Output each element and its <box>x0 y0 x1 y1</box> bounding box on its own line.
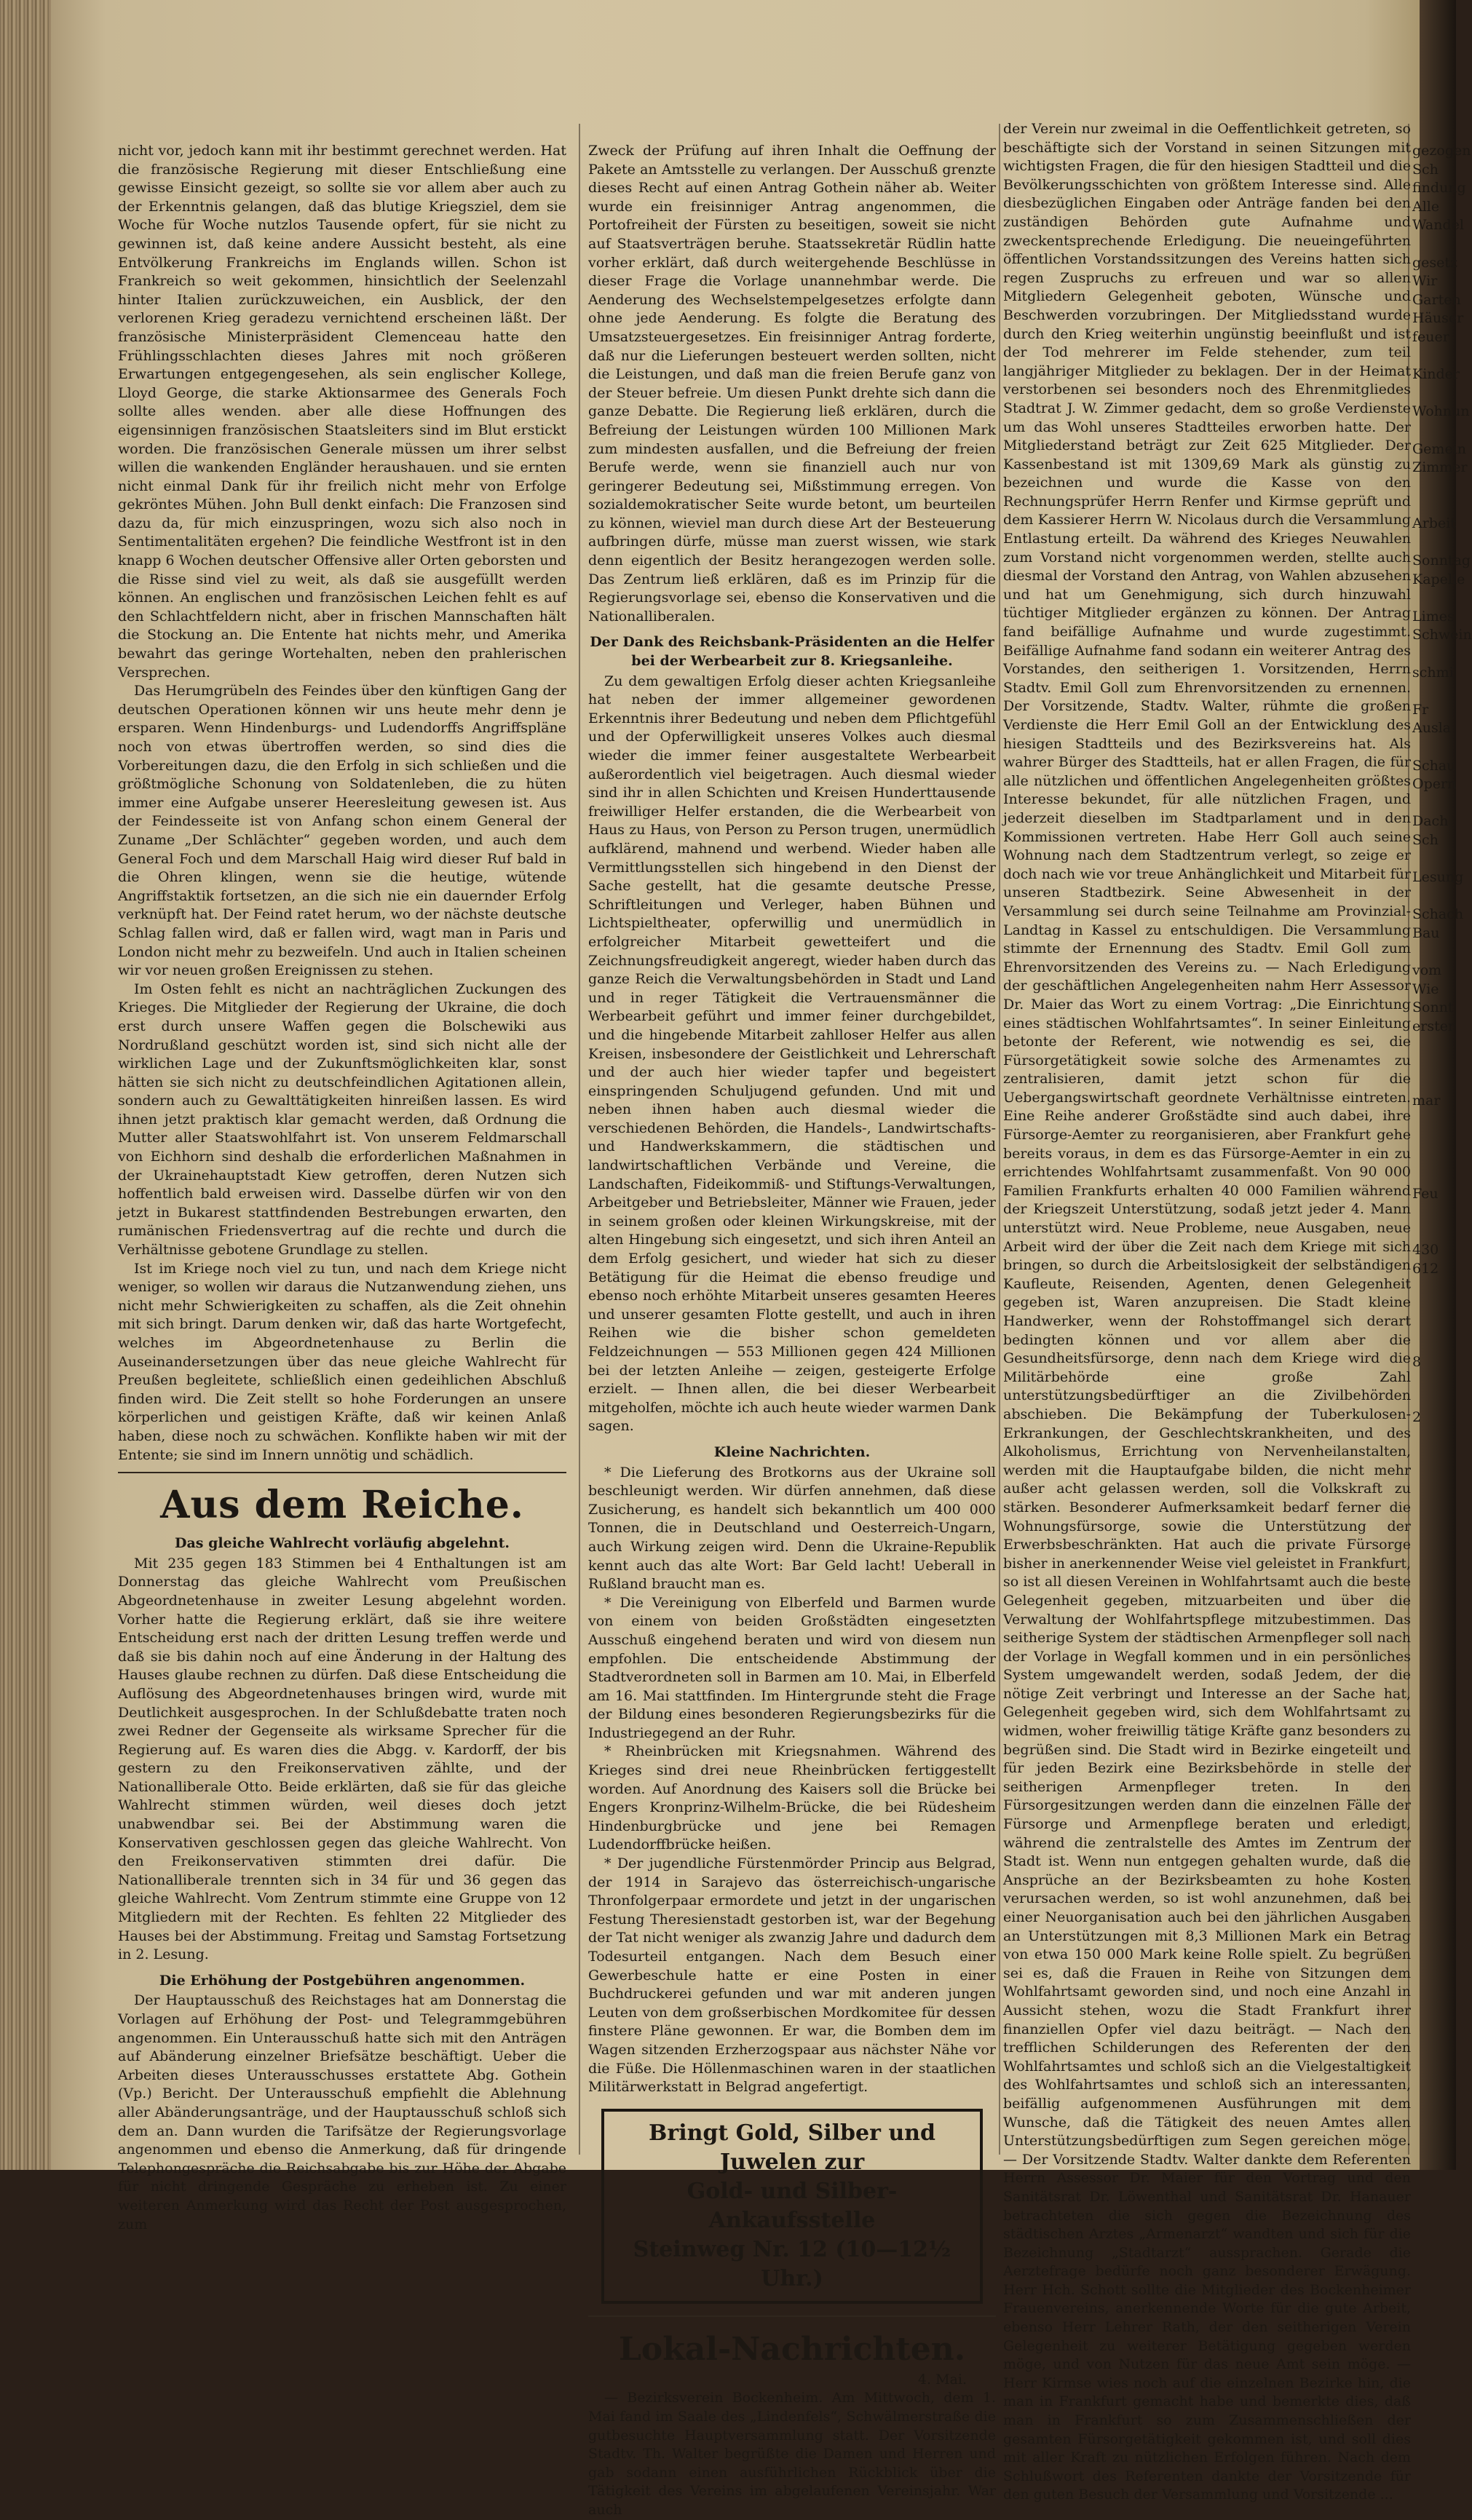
column-4-line: Alle <box>1412 198 1440 215</box>
column-1 <box>118 142 566 2232</box>
column-4-line: 612 <box>1412 1260 1439 1277</box>
article-paragraph: Ist im Kriege noch viel zu tun, und nach dem Kriege nicht weniger, so wollen wir daraus die Nutzanwendung ziehen, uns nicht mehr Schwierigkeiten zu schaffen, als die Zeit ohnehin mit sich bringt. Darum denken wir, daß das harte Wortgefecht, welches im Abgeordnetenhause zu Berlin die Auseinandersetzungen über das neue gleiche Wahlrecht für Preußen begleitete, schließlich einen gedeihlichen Abschluß finden wird. Die Zeit stellt so hohe Forderungen an unsere körperlichen und geistigen Kräfte, daß wir keinen Anlaß haben, diese noch zu schwächen. Konflikte haben wir mit der Entente; sie sind im Innern unnötig und schädlich. <box>118 1260 566 1463</box>
column-4-line: schmi <box>1412 664 1454 681</box>
article-paragraph: Zweck der Prüfung auf ihren Inhalt die Oeffnung der Pakete an Amtsstelle zu verlangen. Der Ausschuß grenzte dieses Recht auf einen Antrag Gothein näher ab. Weiter wurde ein freisinniger Antrag angenommen, die Portofreiheit der Fürsten zu beseitigen, soweit sie nicht auf Staatsverträgen beruhe. Staatssekretär Rüdlin hatte vorher erklärt, daß durch weitergehende Beschlüsse in dieser Frage die Vorlage unannehmbar werde. Die Aenderung des Wechselstempelgesetzes erfolgte dann ohne jede Aenderung. Es folgte die Beratung des Umsatzsteuergesetzes. Ein freisinniger Antrag forderte, daß nur die Lieferungen besteuert werden sollten, nicht die Leistungen, und daß man die freien Berufe ganz von der Steuer befreie. Um diesen Punkt drehte sich dann die ganze Debatte. Die Regierung ließ erklären, durch die Befreiung der Leistungen würden 100 Millionen Mark zum mindesten ausfallen, und die Befreiung der freien Berufe werde, wenn sie finanziell auch nur von geringerer Bedeutung sei, Mißstimmung erregen. Von sozialdemokratischer Seite wurde betont, um beurteilen zu können, wieviel man durch diese Art der Besteuerung aufbringen dürfe, müsse man zuerst wissen, wie stark denn eigentlich der Besitz herangezogen werden solle. Das Zentrum ließ erklären, daß es im Prinzip für die Regierungsvorlage sei, ebenso die Konservativen und die Nationalliberalen. <box>588 143 996 625</box>
column-4-line: gesetz <box>1412 254 1458 271</box>
article-paragraph: nicht vor, jedoch kann mit ihr bestimmt gerechnet werden. Hat die französische Regierung mit dieser Entschließung eine gewisse Einsicht gezeigt, so sollte sie vor allem aber auch zu der Erkenntnis gelangen, daß das blutige Kriegsziel, dem sie Woche für Woche nutzlos Tausende opfert, für sie nicht zu gewinnen ist, daß keine andere Aussicht besteht, als eine Entvölkerung Frankreichs im Englands willen. Schon ist Frankreich so weit gekommen, hinsichtlich der Seelenzahl hinter Italien zurückzuweichen, ein Ausblick, der den verlorenen Krieg geradezu vernichtend erscheinen läßt. Der französische Ministerpräsident Clemenceau hatte den Frühlingsschlachten dieses Jahres mit noch größeren Erwartungen entgegengesehen, als sein englischer Kollege, Lloyd George, die starke Aktionsarmee des Generals Foch sollte alles wenden. aber alle diese Hoffnungen des eigensinnigen französischen Staatsleiters sind im Blut erstickt worden. Die französischen Generale müssen um ihrer selbst willen die wankenden Engländer heraushauen. und sie ernten nicht einmal Dank für ihr freilich nicht mehr von Erfolge gekröntes Mühen. John Bull denkt einfach: Die Franzosen sind dazu da, für mich einzuspringen, wozu sich also noch in Sentimentalitäten ergehen? Die feindliche Westfront ist in den knapp 6 Wochen deutscher Offensive aller Orten geborsten und die Risse sind viel zu weit, als daß sie ausgefüllt werden können. An englischen und französischen Leichen fehlt es auf den Schlachtfeldern nicht, aber in frischen Mannschaften hält die Stockung an. Die Entente hat nichts mehr, und Amerika bewahrt das geringe Wortehalten, neben den prahlerischen Versprechen. <box>118 143 566 681</box>
column-4-line <box>1412 496 1456 515</box>
column-4-line: 8 <box>1412 1353 1422 1370</box>
column-4-line <box>1412 1074 1456 1093</box>
column-4-line: vom <box>1412 962 1442 979</box>
column-4-line: Fr <box>1412 701 1429 718</box>
column-4-line <box>1412 682 1456 701</box>
column-4-line: feuer <box>1412 328 1449 345</box>
column-4-line: Sch <box>1412 161 1439 178</box>
article-paragraph: Das Herumgrübeln des Feindes über den künftigen Gang der deutschen Operationen können wir uns heute mehr denn je ersparen. Wenn Hindenburgs- und Ludendorffs Angriffspläne noch von etwas übertroffen werden, so sind dies die Vorbereitungen dazu, die den Erfolg in sich schließen und die größtmögliche Schonung von Soldatenleben, die zu hüten immer eine Aufgabe unserer Heeresleitung gewesen ist. Aus der Feindesseite ist von Anfang schon einem General der Zuname „Der Schlächter“ gegeben worden, und auch dem General Foch und dem Marschall Haig wird dieser Ruf bald in die Ohren klingen, wenn sie die heutige, wütende Angriffstaktik fortsetzen, an die sich nie ein dauernder Erfolg verknüpft hat. Der Feind ratet herum, wo der nächste deutsche Schlag fallen wird, daß er fallen wird, wagt man in Paris und London nicht mehr zu bezweifeln. Und auch in Italien scheinen wir vor neuen großen Ereignissen zu stehen. <box>118 683 566 979</box>
small-news-heading: Kleine Nachrichten. <box>713 1443 871 1460</box>
column-4-line <box>1412 1315 1456 1334</box>
ad-line: Gold- und Silber-Ankaufsstelle <box>686 2178 898 2233</box>
column-4-line: Ausla <box>1412 720 1452 737</box>
column-4-line <box>1412 887 1456 906</box>
news-item: * Die Vereinigung von Elberfeld und Barmen wurde von einem von beiden Großstädten eingesetzten Ausschuß eingehend beraten und wird von diesem nun empfohlen. Die entscheidende Abstimmung der Stadtverordneten soll in Barmen am 10. Mai, in Elberfeld am 16. Mai stattfinden. Im Hintergrunde steht die Frage der Bildung eines besonderen Regierungsbezirks für die Industriegegend an der Ruhr. <box>588 1594 996 1741</box>
column-4-line: Arbeit <box>1412 515 1456 531</box>
column-4-line <box>1412 1390 1456 1409</box>
section-divider <box>588 2315 996 2317</box>
dateline: 4. Mai. <box>917 2371 967 2388</box>
column-4-line <box>1412 1129 1456 1148</box>
article-headline: Das gleiche Wahlrecht vorläufig abgelehnt. <box>175 1535 510 1552</box>
column-4-line <box>1412 384 1456 403</box>
column-rule <box>579 124 580 2155</box>
column-4-line <box>1412 794 1456 813</box>
column-4-line: Sonntag <box>1412 552 1471 569</box>
column-4-line: erster <box>1412 1018 1455 1034</box>
column-rule <box>999 124 1000 2155</box>
gold-advertisement <box>601 2109 983 2304</box>
column-4-line: findung <box>1412 180 1466 197</box>
column-4-line: Kinder <box>1412 366 1460 383</box>
column-4-line <box>1412 850 1456 869</box>
column-4-line: Wohnun <box>1412 403 1470 420</box>
column-4-line <box>1412 1055 1456 1074</box>
column-4-line: Zimmer <box>1412 459 1468 476</box>
column-4-line: Sch <box>1412 831 1439 848</box>
ad-line: Steinweg Nr. 12 (10—12½ Uhr.) <box>633 2236 951 2291</box>
column-4-line <box>1412 1167 1456 1186</box>
column-4-line <box>1412 1037 1456 1055</box>
news-item: * Die Lieferung des Brotkorns aus der Ukraine soll beschleunigt werden. Wir dürfen annehmen, daß diese Zusicherung, es handelt sich bekanntlich um 400 000 Tonnen, die in Deutschland und Oesterreich-Ungarn, auch Wirkung zeigen wird. Denn die Ukraine-Republik kennt auch das alte Wort: Bar Geld lacht! Ueberall in Rußland braucht man es. <box>588 1464 996 1593</box>
column-4-line: 430 <box>1412 1242 1439 1259</box>
column-4-line <box>1412 589 1456 608</box>
column-4-line: 2 <box>1412 1409 1422 1426</box>
column-4-line: Opern <box>1412 776 1457 793</box>
article-paragraph: Der Hauptausschuß des Reichstages hat am Donnerstag die Vorlagen auf Erhöhung der Post- und Telegrammgebühren angenommen. Ein Unterausschuß hatte sich mit den Anträgen auf Abänderung einzelner Briefsätze beschäftigt. Ueber die Arbeiten dieses Unterausschusses erstattete Abg. Gothein (Vp.) Bericht. Der Unterausschuß empfiehlt die Ablehnung aller Abänderungsanträge, und der Hauptausschuß schloß sich dem an. Dann wurden die Tarifsätze der Regierungsvorlage angenommen und ebenso die Anmerkung, daß für dringende Telephongespräche die Reichsabgabe bis zur Höhe der Abgabe für nicht dringende Gespräche zu erheben ist. Zu einer weiteren Anmerkung wird das Recht der Post ausgesprochen, zum <box>118 1992 566 2232</box>
column-4-line <box>1412 235 1456 254</box>
column-4-line: Dach <box>1412 813 1449 830</box>
news-item: * Der jugendliche Fürstenmörder Princip aus Belgrad, der 1914 in Sarajevo das österreichisch-ungarische Thronfolgerpaar ermordete und jetzt in der ungarischen Festung Theresienstadt gestorben ist, war der Begehung der Tat nicht weniger als zwanzig Jahre und dadurch dem Todesurteil entgangen. Nach dem Besuch einer Gewerbeschule hatte er eine Posten in einer Buchdruckerei gefunden und war mit anderen jungen Leuten von dem großserbischen Mordkomitee für dessen finstere Pläne gewonnen. Er war, die Bomben dem im Wagen sitzenden Erzherzogspaar aus nächster Nähe vor die Füße. Die Höllenmaschinen waren in der staatlichen Militärwerkstatt in Belgrad angefertigt. <box>588 1855 996 2096</box>
column-2 <box>588 142 996 2518</box>
column-4-line <box>1412 421 1456 440</box>
column-4-line: Schach <box>1412 906 1464 923</box>
article-headline: Die Erhöhung der Postgebühren angenommen. <box>159 1972 526 1989</box>
column-4-line: Feu <box>1412 1186 1439 1202</box>
column-4-line <box>1412 645 1456 664</box>
ad-line: Bringt Gold, Silber und Juwelen zur <box>649 2120 935 2175</box>
column-4-line <box>1412 1222 1456 1241</box>
column-4-line: Bau <box>1412 924 1440 941</box>
column-4-line <box>1412 943 1456 962</box>
column-4-line: Schau <box>1412 757 1456 774</box>
column-4-line <box>1412 347 1456 366</box>
column-4-line <box>1412 738 1456 757</box>
news-item: * Rheinbrücken mit Kriegsnahmen. Während des Krieges sind drei neue Rheinbrücken fertiggestellt worden. Auf Anordnung des Kaisers soll die Brücke bei Engers Kronprinz-Wilhelm-Brücke, die bei Rüdesheim Hindenburgbrücke und jene bei Remagen Ludendorffbrücke heißen. <box>588 1743 996 1853</box>
column-4-line: gezogen <box>1412 143 1471 159</box>
article-paragraph: Im Osten fehlt es nicht an nachträglichen Zuckungen des Krieges. Die Mitglieder der Regierung der Ukraine, die doch erst durch unsere Waffen gegen die Bolschewiki aus Nordrußland geschützt worden ist, sind sich nicht alle der wirklichen Lage und der Zukunftsmöglichkeiten klar, sonst hätten sie sich nicht zu deutschfeindlichen Agitationen allein, sondern auch zu Gewalttätigkeiten hinreißen lassen. Es wird ihnen jetzt praktisch klar gemacht werden, daß Ordnung die Mutter aller Staatswohlfahrt ist. Von unserem Feldmarschall von Eichhorn sind deshalb die erforderlichen Maßnahmen in der Ukrainehauptstadt Kiew getroffen, deren Nutzen sich hoffentlich bald erweisen wird. Dasselbe dürfen wir von den jetzt in Bukarest stattfindenden Bestrebungen erwarten, den rumänischen Friedensvertrag auf die rechte und durch die Verhältnisse gebotene Grundlage zu stellen. <box>118 980 566 1259</box>
article-paragraph: der Verein nur zweimal in die Oeffentlichkeit getreten, so beschäftigte sich der Vorstand in seinen Sitzungen mit wichtigsten Fragen, die für den hiesigen Stadtteil und die Bevölkerungsschichten von größtem Interesse sind. Alle diesbezüglichen Eingaben oder Anträge fanden bei den zuständigen Behörden gute Aufnahme und zweckentsprechende Erledigung. Die neueingeführten öffentlichen Vorstandssitzungen des Vereins hatten sich regen Zuspruchs zu erfreuen und war so allen Mitgliedern Gelegenheit geboten, Wünsche und Beschwerden vorzubringen. Der Mitgliedsstand wurde durch den Krieg weiterhin ungünstig beeinflußt und ist der Tod mehrerer im Felde stehender, zum teil langjähriger Mitglieder zu beklagen. Der in der Heimat verstorbenen sei besonders noch des Ehrenmitgliedes Stadtrat J. W. Zimmer gedacht, dem so große Verdienste um das Wohl unseres Stadtteiles erworben hatte. Der Mitgliederstand beträgt zur Zeit 625 Mitglieder. Der Kassenbestand ist mit 1309,69 Mark als günstig zu bezeichnen und wurde die Kasse von den Rechnungsprüfer Herrn Renfer und Kirmse geprüft und dem Kassierer Herrn W. Nicolaus durch die Versammlung Entlastung erteilt. Da während des Krieges Neuwahlen zum Vorstand nicht vorgenommen werden, stellte auch diesmal der Vorstand den Antrag, von Wahlen abzusehen und hat um Genehmigung, sich durch hinzuwahl tüchtiger Mitglieder ergänzen zu können. Der Antrag fand beifällige Aufnahme und wurde zugestimmt. Beifällige Aufnahme fand sodann ein weiterer Antrag des Vorstandes, den seitherigen 1. Vorsitzenden, Herrn Stadtv. Emil Goll zum Ehrenvorsitzenden zu ernennen. Der Vorsitzende, Stadtv. Walter, rühmte die großen Verdienste die Herr Emil Goll an der Entwicklung des hiesigen Stadtteils und des Bezirksvereins hat. Als wahrer Bürger des Stadtteils, hat er allen Fragen, die für alle nützlichen und öffentlichen Angelegenheiten größtes Interesse bekundet, für alle nützlichen Fragen, und jederzeit dieselben im Stadtparlament und in den Kommissionen vertreten. Habe Herr Goll auch seine Wohnung nach dem Stadtzentrum verlegt, so zeige er doch nach wie vor treue Anhänglichkeit und Mitarbeit für unseren Stadtbezirk. Seine Abwesenheit in der Versammlung sei durch seine Teilnahme am Provinzial-Landtag in Kassel zu entschuldigen. Die Versammlung stimmte der Ernennung des Stadtv. Emil Goll zum Ehrenvorsitzenden des Vereins zu. — Nach Erledigung der geschäftlichen Angelegenheiten nahm Herr Assessor Dr. Maier das Wort zu einem Vortrag: „Die Einrichtung eines städtischen Wohlfahrtsamtes“. In seiner Einleitung betonte der Referent, wie notwendig es sei, die Fürsorgetätigkeit sowie solche des Armenamtes zu zentralisieren, damit jetzt schon für die Uebergangswirtschaft geordnete Verhältnisse eintreten. Eine Reihe anderer Großstädte sind auch dabei, ihre Fürsorge-Aemter zu reorganisieren, aber Frankfurt gehe bereits voraus, in dem es das Fürsorge-Aemter in ein zu errichtendes Wohlfahrtsamt zusammenfaßt. Von 90 000 Familien Frankfurts erhalten 40 000 Familien während der Kriegszeit Unterstützung, sodaß jetzt jeder 4. Mann unterstützt wird. Neue Probleme, neue Ausgaben, neue Arbeit wird der über die Zeit nach dem Kriege mit sich bringen, so durch die Arbeitslosigkeit der selbständigen Kaufleute, Reisenden, Agenten, denen Gelegenheit gegeben ist, Waren anzupreisen. Die Stadt kleine Handwerker, wenn der Rohstoffmangel sich derart bedingten können und vor allem aber die Gesundheitsfürsorge, denn nach dem Kriege wird die Militärbehörde eine große Zahl unterstützungsbedürftiger an die Zivilbehörden abschieben. Die Bekämpfung der Tuberkulosen-Erkrankungen, der Geschlechtskrankheiten, und des Alkoholismus, Errichtung von Nervenheilanstalten, werden mit die Hauptaufgabe bilden, die nicht mehr außer acht gelassen werden, soll die Volkskraft zu stärken. Besonderer Aufmerksamkeit bedarf ferner die Wohnungsfürsorge, sowie die Unterstützung der Erwerbsbeschränkten. Hat auch die private Fürsorge bisher in anerkennender Weise viel geleistet in Frankfurt, so ist all diesen Vereinen in Wohlfahrtsamt auch die beste Gelegenheit gegeben, mitzuarbeiten und über die Verwaltung der Wohlfahrtspflege mitzubestimmen. Das seitherige System der städtischen Armenpfleger soll nach der Vorlage in Wegfall kommen und in ein persönliches System umgewandelt werden, sodaß Jedem, der die nötige Zeit verbringt und Interesse an der Sache hat, Gelegenheit gegeben wird, sich dem Wohlfahrtsamt zu widmen, woher freiwillig tätige Kräfte ganz besonders zu begrüßen sind. Die Stadt wird in Bezirke eingeteilt und für jeden Bezirk eine Bezirksbehörde in stelle der seitherigen Armenpfleger treten. In den Fürsorgesitzungen werden dann die einzelnen Fälle der Fürsorge und Armenpflege beraten und erledigt, während die zentralstelle des Amtes im Zentrum der Stadt ist. Wenn nun entgegen gehalten wurde, daß die Ansprüche an der Bezirksbeamten zu hohe Kosten verursachen werden, so ist wohl anzunehmen, daß bei einer Neuorganisation auch bei den jährlichen Ausgaben an Unterstützungen mit 8,3 Millionen Mark ein Betrag von etwa 150 000 Mark keine Rolle spielt. Zu begrüßen sei es, daß die Frauen in Reihe von Sitzungen dem Wohlfahrtsamt geworden sind, und noch eine Anzahl in Aussicht stehen, wozu die Stadt Frankfurt ihrer finanziellen Opfer viel dazu beiträgt. — Nach den trefflichen Schilderungen des Referenten der den Wohlfahrtsamtes und schloß sich an die Vielgestaltigkeit des Wohlfahrtsamtes und schloß sich an interessanten, beifällig aufgenommenen Ausführungen mit dem Wunsche, daß die Tätigkeit des neuen Amtes allen Unterstützungsbedürftigen zum Segen gereichen möge. — Der Vorsitzende Stadtv. Walter dankte dem Referenten Herrn Assessor Dr. Maier für den Vortrag und den Sanitätsrat Dr. Löwenthal und Sanitätsrat Dr. Hanauer betrachteten die sich gegen die Bezeichnung des städtischen Arztes „Armenarzt“ wandten und sich für die Bezeichnung „Stadtarzt“ aussprachen. Gerade die Aerztefrage bedürfe noch ganz besonderer Erwägung. Herr Hch. Schott sollte die Mitglieder des Bockenheimer Frauenvereins, anerkennende Worte für die gute Arbeit, ebenso Herr Lehrer Rath, der den seitherigen Verein Gelegenheit zu weiterer Betätigung gegeben werden möge, und von Nutzen für das neue Amt sein möge. — Herr Kirmse wies noch auf die einzelnen Bezirke hin, die man in Frankfurt gemacht habe und bemerkte dies, daß man in Frankfurt so zum Zusammenschließen der gesamten Fürsorgetätigkeit gekommen ist, und soll dies mit aller Kraft zu nützlichen Erfolgen führen. Nach dem Schlußwort des Referenten dankte der Vorsitzende für den guten Besuch der Versammlung und Vorsitzende ... <box>1003 121 1411 2503</box>
section-title: Aus dem Reiche. <box>160 1483 524 1528</box>
column-4-line <box>1412 1148 1456 1167</box>
column-4-line <box>1412 1111 1456 1130</box>
section-divider <box>118 1472 566 1473</box>
column-4-line: Schwein <box>1412 627 1472 643</box>
column-4-line: Wir <box>1412 273 1438 290</box>
column-4-line <box>1412 1297 1456 1316</box>
column-4-line: Lesung <box>1412 869 1464 886</box>
column-4-line: Gemein <box>1412 440 1466 457</box>
column-4-fragment <box>1412 142 1472 2158</box>
column-4-line: Garten <box>1412 291 1461 308</box>
column-4-line <box>1412 1334 1456 1353</box>
column-4-line <box>1412 1278 1456 1297</box>
column-4-line: Wandel <box>1412 217 1464 234</box>
column-4-line <box>1412 1371 1456 1390</box>
column-4-line: mar <box>1412 1093 1441 1109</box>
book-binding <box>0 0 51 2170</box>
column-4-line: Häuser <box>1412 310 1464 327</box>
local-news-title: Lokal-Nachrichten. <box>618 2330 966 2368</box>
column-4-line: Wie <box>1412 980 1439 997</box>
column-4-line: Sonnt <box>1412 999 1454 1016</box>
article-headline: Der Dank des Reichsbank-Präsidenten an die Helfer bei der Werbearbeit zur 8. Kriegsanleihe. <box>590 634 994 670</box>
column-4-line: Kapelle <box>1412 571 1465 587</box>
article-paragraph: Mit 235 gegen 183 Stimmen bei 4 Enthaltungen ist am Donnerstag das gleiche Wahlrecht vom Preußischen Abgeordnetenhause in zweiter Lesung abgelehnt worden. Vorher hatte die Regierung erklärt, daß sie ihre weitere Entscheidung erst nach der dritten Lesung treffen werde und daß sie bis dahin noch auf eine Änderung in der Haltung des Hauses glaube rechnen zu dürfen. Daß diese Entscheidung die Auflösung des Abgeordnetenhauses bringen wird, wurde mit Deutlichkeit ausgesprochen. In der Schlußdebatte traten noch zwei Redner der Gegenseite als wirksame Sprecher für die Regierung auf. Es waren dies die Abgg. v. Kardorff, der bis gestern zu den Freikonservativen zählte, und der Nationalliberale Otto. Beide erklärten, daß sie für das gleiche Wahlrecht stimmen würden, weil dieses doch jetzt unabwendbar sei. Bei der Abstimmung waren die Konservativen geschlossen gegen das gleiche Wahlrecht. Von den Freikonservativen stimmten drei dafür. Die Nationalliberale trennten sich in 34 für und 36 gegen das gleiche Wahlrecht. Vom Zentrum stimmte eine Gruppe von 12 Mitgliedern mit der Rechten. Es fehlten 22 Mitglieder des Hauses bei der Abstimmung. Freitag und Samstag Fortsetzung in 2. Lesung. <box>118 1555 566 1963</box>
column-4-line <box>1412 533 1456 552</box>
column-3 <box>1003 120 1411 2503</box>
column-4-line: Limes <box>1412 608 1455 625</box>
column-4-line <box>1412 1204 1456 1223</box>
article-paragraph: Zu dem gewaltigen Erfolg dieser achten Kriegsanleihe hat neben der immer allgemeiner gewordenen Erkenntnis ihrer Bedeutung und neben dem Pflichtgefühl und der Opferwilligkeit unseres Volkes auch diesmal wieder die immer feiner ausgestaltete Werbearbeit außerordentlich viel beigetragen. Auch diesmal wieder sind ihr in allen Schichten und Kreisen Hunderttausende freiwilliger Helfer erstanden, die die Werbearbeit von Haus zu Haus, von Person zu Person trugen, unermüdlich aufklärend, mahnend und werbend. Wieder haben alle Vermittlungsstellen sich hingebend in den Dienst der Sache gestellt, hat die gesamte deutsche Presse, Schriftleitungen und Verleger, haben Bühnen und Lichtspieltheater, opferwillig und unermüdlich in erfolgreicher Mitarbeit gewetteifert und die Zeichnungsfreudigkeit angeregt, wieder haben durch das ganze Reich die Verwaltungsbehörden in Stadt und Land und in reger Tätigkeit die Vertrauensmänner die Werbearbeit geführt und immer feiner durchgebildet, und die hingebende Mitarbeit zahlloser Helfer aus allen Kreisen, insbesondere der Geistlichkeit und Lehrerschaft und der auch hier wieder tapfer und begeistert einspringenden Schuljugend gefunden. Und mit und neben ihnen haben auch diesmal wieder die verschiedenen Behörden, die Handels-, Landwirtschafts- und Handwerkskammern, die städtischen und landwirtschaftlichen Verbände und Vereine, die Landschaften, Fideikommiß- und Stiftungs-Verwaltungen, Arbeitgeber und Betriebsleiter, Männer wie Frauen, jeder in seinem großen oder kleinen Wirkungskreise, mit der alten Hingebung sich eingesetzt, und sich ihren Anteil an dem Erfolg gesichert, und wieder hat sich zu dieser Betätigung für die Heimat die ebenso freudige und ebenso noch erhöhte Mitarbeit unseres gesamten Heeres und unserer gesamten Flotte gestellt, und auch in ihren Reihen wie die bisher schon gemeldeten Feldzeichnungen — 553 Millionen gegen 424 Millionen bei der letzten Anleihe — zeigen, gesteigerte Erfolge erzielt. — Ihnen allen, die bei dieser Werbearbeit mitgeholfen, möchte ich auch heute wieder warmen Dank sagen. <box>588 673 996 1435</box>
article-paragraph: — Bezirksverein Bockenheim. Am Mittwoch, dem 1. Mai fand im Saale des „Lindenfels“, Schwälmerstraße die gutbesuchte Hauptversammlung statt. Der Vorsitzende Stadtv. Th. Walter begrüßte die Damen und Herren und gab sodann einen ausführlichen Rückblick über die Tätigkeit des Vereins im abgelaufenen Vereinsjahr. War auch <box>588 2390 996 2518</box>
column-4-line <box>1412 478 1456 496</box>
